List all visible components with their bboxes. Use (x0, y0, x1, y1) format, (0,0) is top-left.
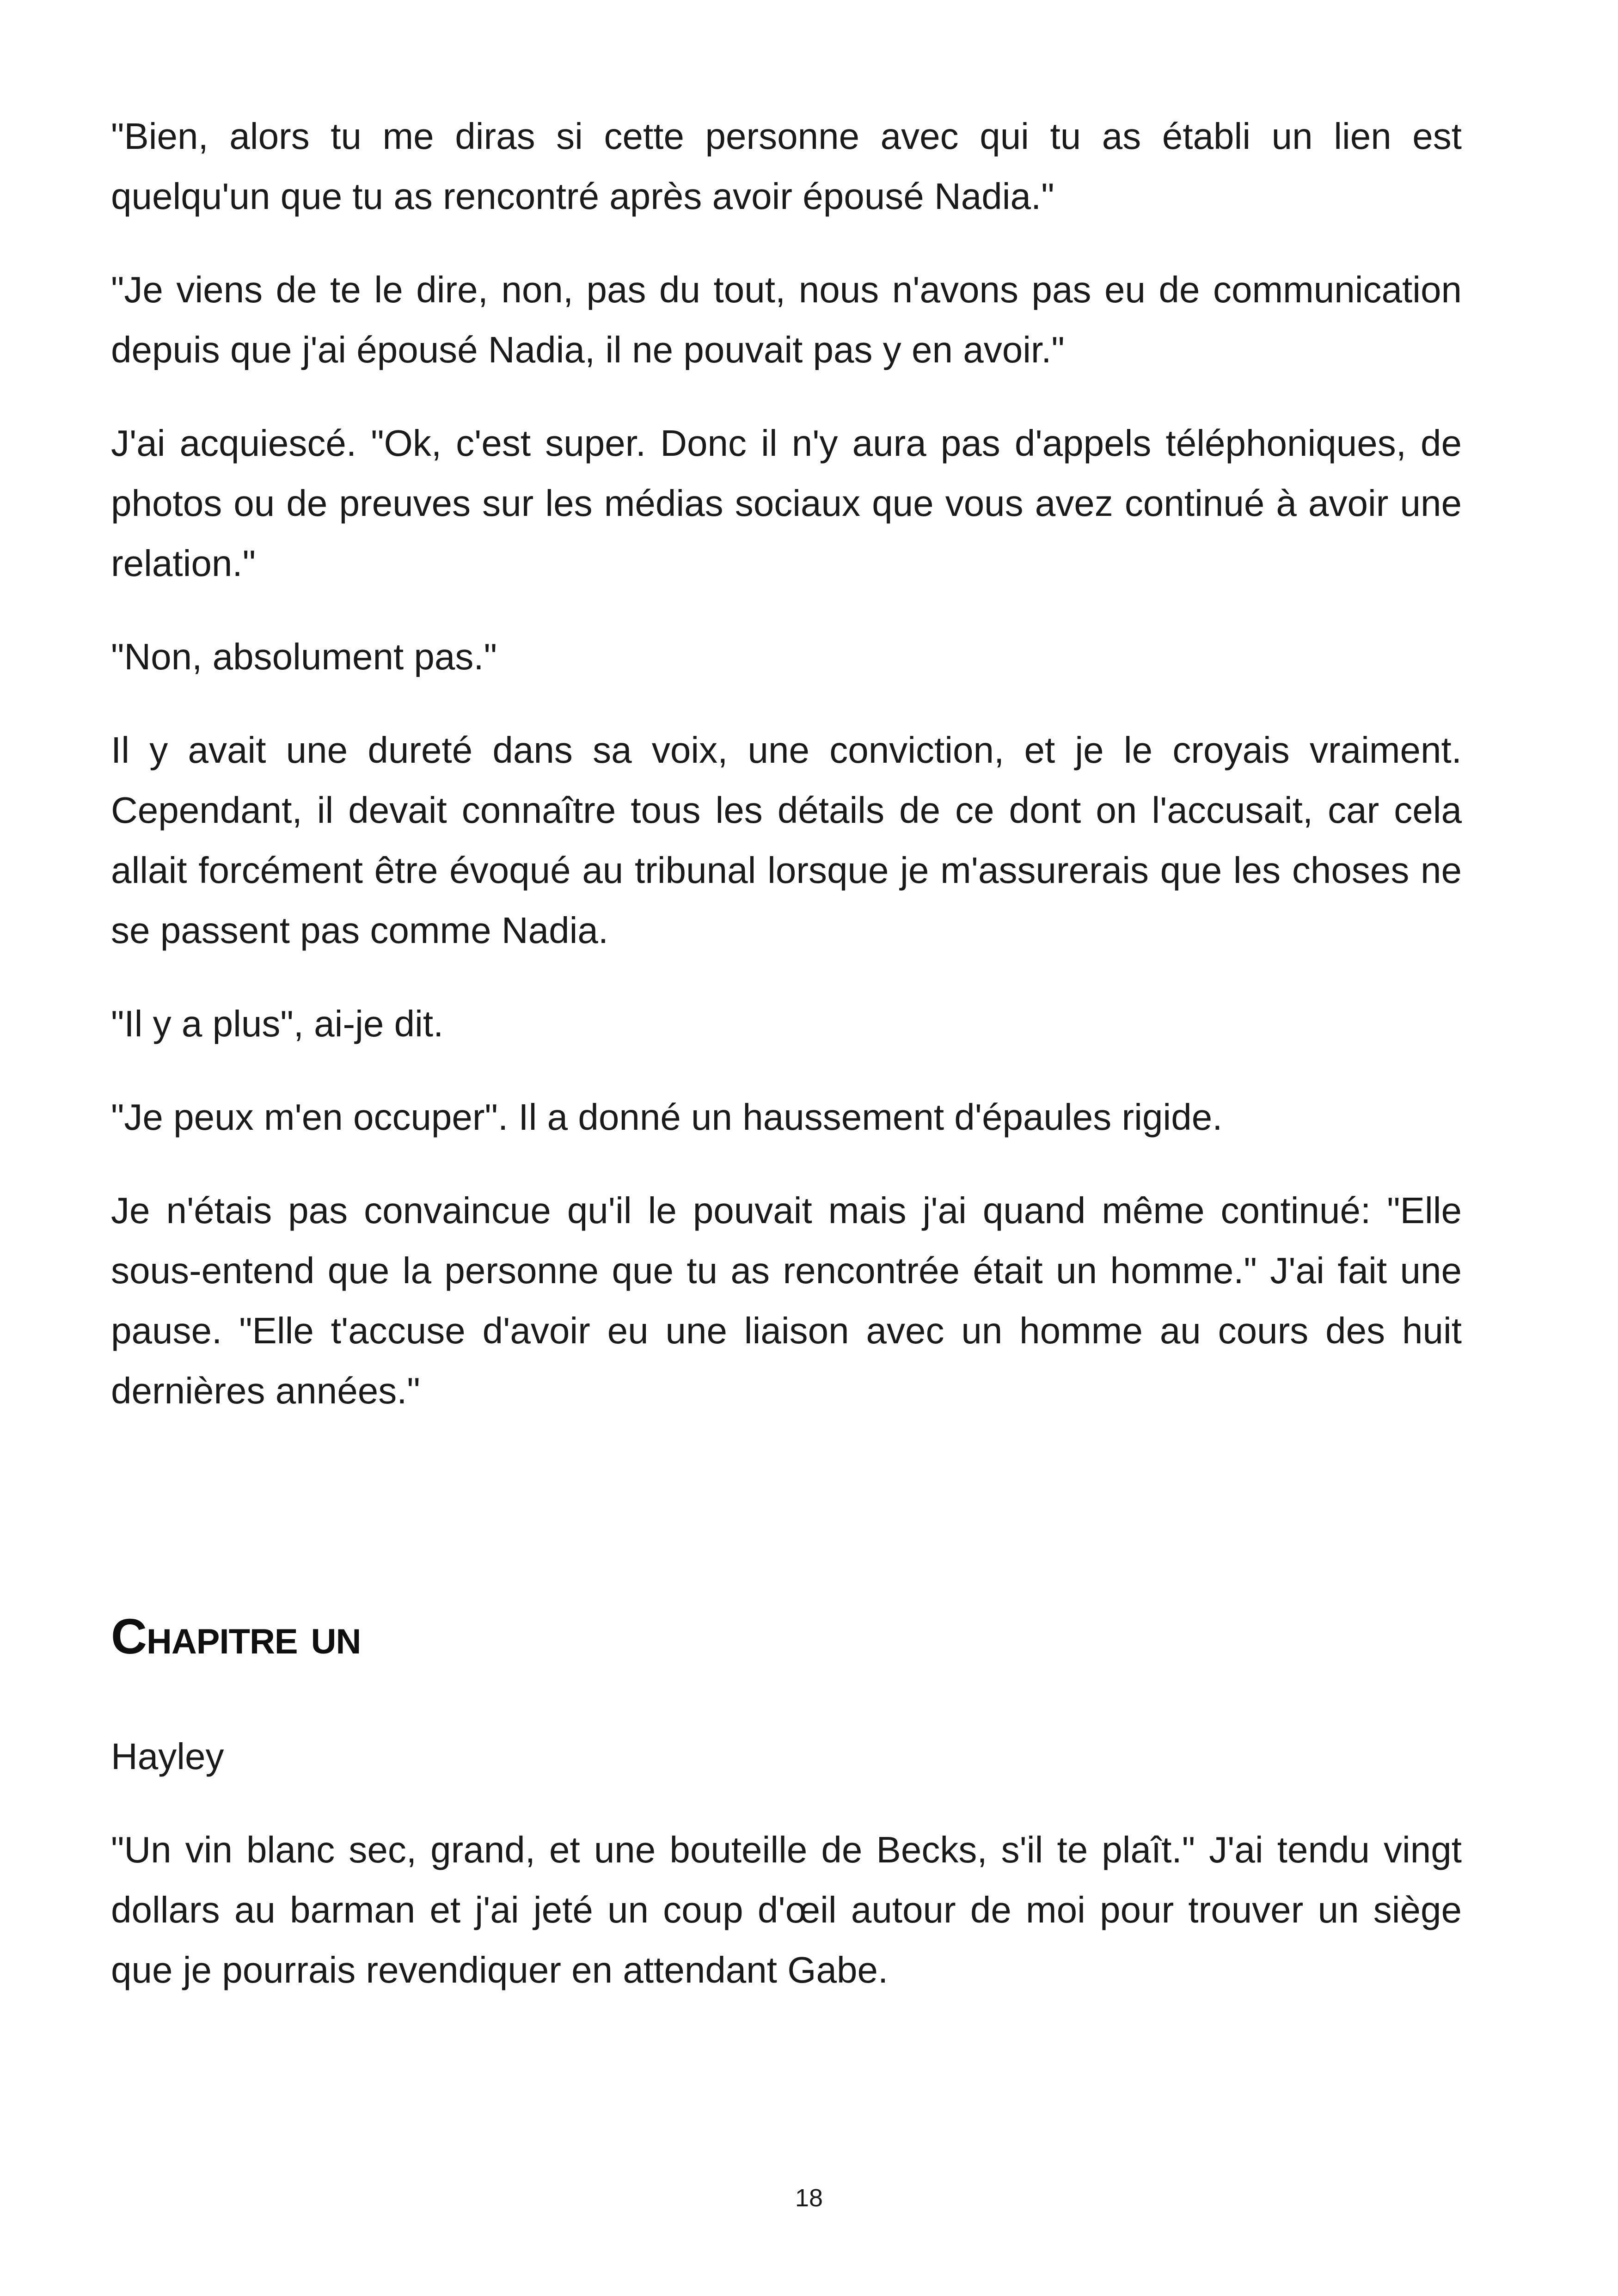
paragraph: Je n'étais pas convaincue qu'il le pouvait mais j'ai quand même continué: "Elle sous-entend que la personne que tu as rencontrée était un homme." J'ai fait une pause. "Elle t'accuse d'avoir eu une liaison avec un homme au cours des huit dernières années." (111, 1190, 1462, 1411)
paragraph: Il y avait une dureté dans sa voix, une conviction, et je le croyais vraiment. Cependant, il devait connaître tous les détails de ce dont on l'accusait, car cela allait forcément être évoqué au tribunal lorsque je m'assurerais que les choses ne se passent pas comme Nadia. (111, 729, 1462, 951)
paragraph: "Un vin blanc sec, grand, et une bouteille de Becks, s'il te plaît." J'ai tendu vingt dollars au barman et j'ai jeté un coup d'œil autour de moi pour trouver un siège que je pourrais revendiquer en attendant Gabe. (111, 1829, 1462, 1990)
paragraph: "Je viens de te le dire, non, pas du tout, nous n'avons pas eu de communication depuis que j'ai épousé Nadia, il ne pouvait pas y en avoir." (111, 269, 1462, 370)
paragraph: J'ai acquiescé. "Ok, c'est super. Donc il n'y aura pas d'appels téléphoniques, de photos ou de preuves sur les médias sociaux que vous avez continué à avoir une relation." (111, 422, 1462, 584)
chapter-title: Chapitre un (111, 1608, 361, 1664)
paragraph: "Non, absolument pas." (111, 636, 497, 677)
page-number: 18 (795, 2184, 823, 2212)
paragraph: "Il y a plus", ai-je dit. (111, 1003, 444, 1044)
paragraph: "Bien, alors tu me diras si cette personne avec qui tu as établi un lien est quelqu'un que tu as rencontré après avoir épousé Nadia." (111, 116, 1462, 217)
paragraph: "Je peux m'en occuper". Il a donné un haussement d'épaules rigide. (111, 1096, 1223, 1138)
body-text (111, 106, 1462, 1421)
chapter-body-text (111, 1727, 1462, 2000)
narrator-name: Hayley (111, 1736, 224, 1777)
